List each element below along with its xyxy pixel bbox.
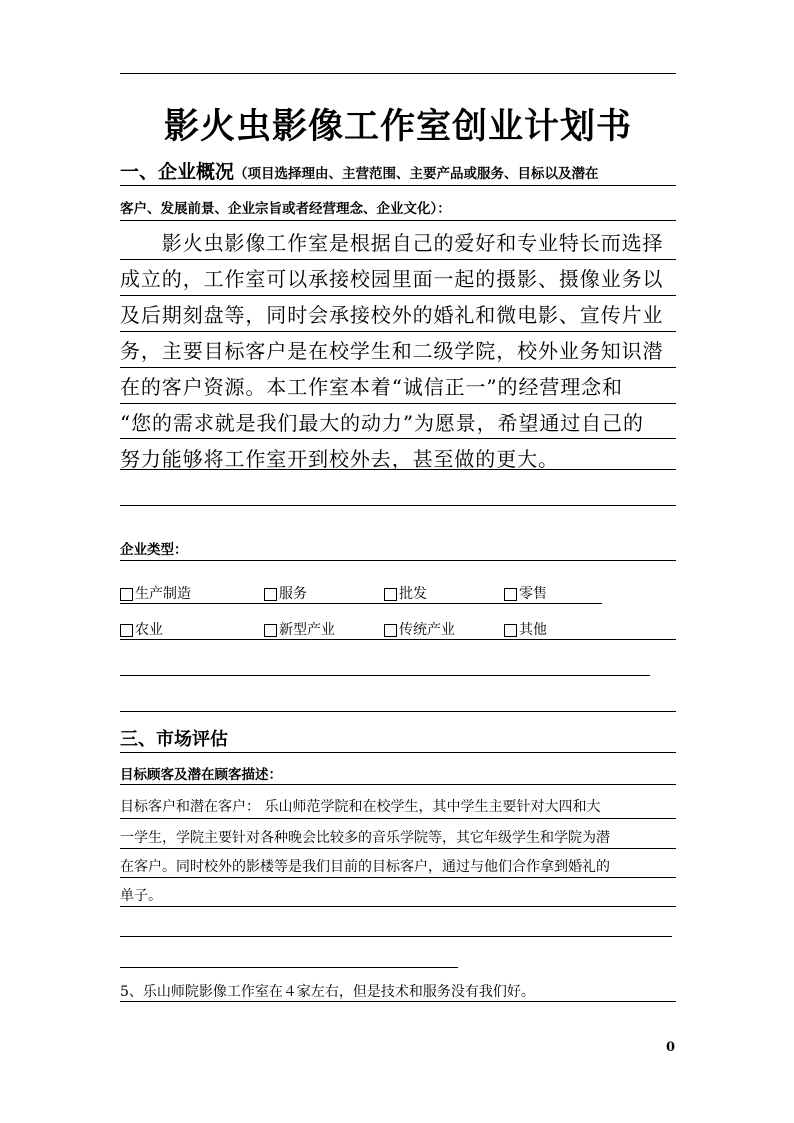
rule	[120, 877, 676, 878]
rule	[120, 936, 672, 937]
rule	[120, 784, 676, 785]
rule	[120, 675, 650, 676]
rule	[120, 603, 602, 604]
rule	[120, 967, 458, 968]
rule	[120, 639, 676, 640]
overview-line-6: “您的需求就是我们最大的动力”为愿景，希望通过自己的	[120, 411, 644, 435]
rule	[120, 403, 676, 404]
section1-paren-1: （项目选择理由、主营范围、主要产品或服务、目标以及潜在	[234, 166, 599, 182]
rule	[120, 438, 676, 439]
target-line-4: 单子。	[120, 888, 162, 904]
rule	[120, 906, 676, 907]
section1-paren-2: 客户、发展前景、企业宗旨或者经营理念、企业文化）：	[120, 201, 451, 217]
overview-line-7: 努力能够将工作室开到校外去，甚至做的更大。	[120, 447, 559, 471]
rule	[120, 367, 676, 368]
target-line-1: 目标客户和潜在客户： 乐山师范学院和在校学生，其中学生主要针对大四和大	[120, 799, 601, 815]
checkbox-icon[interactable]	[264, 624, 277, 637]
section1-heading: 一、企业概况	[120, 161, 235, 183]
overview-line-5: 在的客户资源。本工作室本着“诚信正一”的经营理念和	[120, 375, 623, 399]
option-manufacturing[interactable]: 生产制造	[120, 584, 191, 604]
target-line-3: 在客户。同时校外的影楼等是我们目前的目标客户，通过与他们合作拿到婚礼的	[120, 859, 610, 875]
rule	[120, 469, 676, 470]
overview-line-3: 及后期刻盘等，同时会承接校外的婚礼和微电影、宣传片业	[120, 303, 664, 327]
checkbox-icon[interactable]	[120, 624, 133, 637]
section1-heading-line	[120, 160, 599, 186]
target-customers-label: 目标顾客及潜在顾客描述：	[120, 767, 282, 783]
checkbox-icon[interactable]	[264, 588, 277, 601]
checkbox-icon[interactable]	[384, 624, 397, 637]
option-service[interactable]: 服务	[264, 584, 307, 604]
rule	[120, 185, 676, 186]
checkbox-icon[interactable]	[504, 624, 517, 637]
enterprise-type-label: 企业类型：	[120, 542, 188, 558]
rule	[120, 1001, 676, 1002]
header-rule	[120, 73, 676, 74]
overview-line-2: 成立的，工作室可以承接校园里面一起的摄影、摄像业务以	[120, 267, 664, 291]
overview-line-4: 务，主要目标客户是在校学生和二级学院，校外业务知识潜	[120, 339, 664, 363]
rule	[120, 295, 676, 296]
rule	[120, 331, 676, 332]
target-line-2: 一学生，学院主要针对各种晚会比较多的音乐学院等，其它年级学生和学院为潜	[120, 830, 610, 846]
checkbox-icon[interactable]	[120, 588, 133, 601]
rule	[120, 560, 676, 561]
rule	[120, 848, 676, 849]
checkbox-icon[interactable]	[384, 588, 397, 601]
rule	[120, 818, 676, 819]
option-new-industry[interactable]: 新型产业	[264, 620, 335, 640]
option-retail[interactable]: 零售	[504, 584, 547, 604]
rule	[120, 505, 676, 506]
rule	[120, 752, 676, 753]
checkbox-icon[interactable]	[504, 588, 517, 601]
overview-line-1: 影火虫影像工作室是根据自己的爱好和专业特长而选择	[120, 231, 664, 255]
competitor-line: 5、乐山师院影像工作室在４家左右，但是技术和服务没有我们好。	[120, 984, 535, 1000]
option-agriculture[interactable]: 农业	[120, 620, 163, 640]
page-number: 0	[666, 1040, 676, 1055]
option-other[interactable]: 其他	[504, 620, 547, 640]
section3-heading: 三、市场评估	[120, 729, 228, 750]
option-traditional-industry[interactable]: 传统产业	[384, 620, 455, 640]
rule	[120, 711, 676, 712]
option-wholesale[interactable]: 批发	[384, 584, 427, 604]
document-title: 影火虫影像工作室创业计划书	[163, 106, 632, 147]
rule	[120, 220, 676, 221]
rule	[120, 259, 676, 260]
